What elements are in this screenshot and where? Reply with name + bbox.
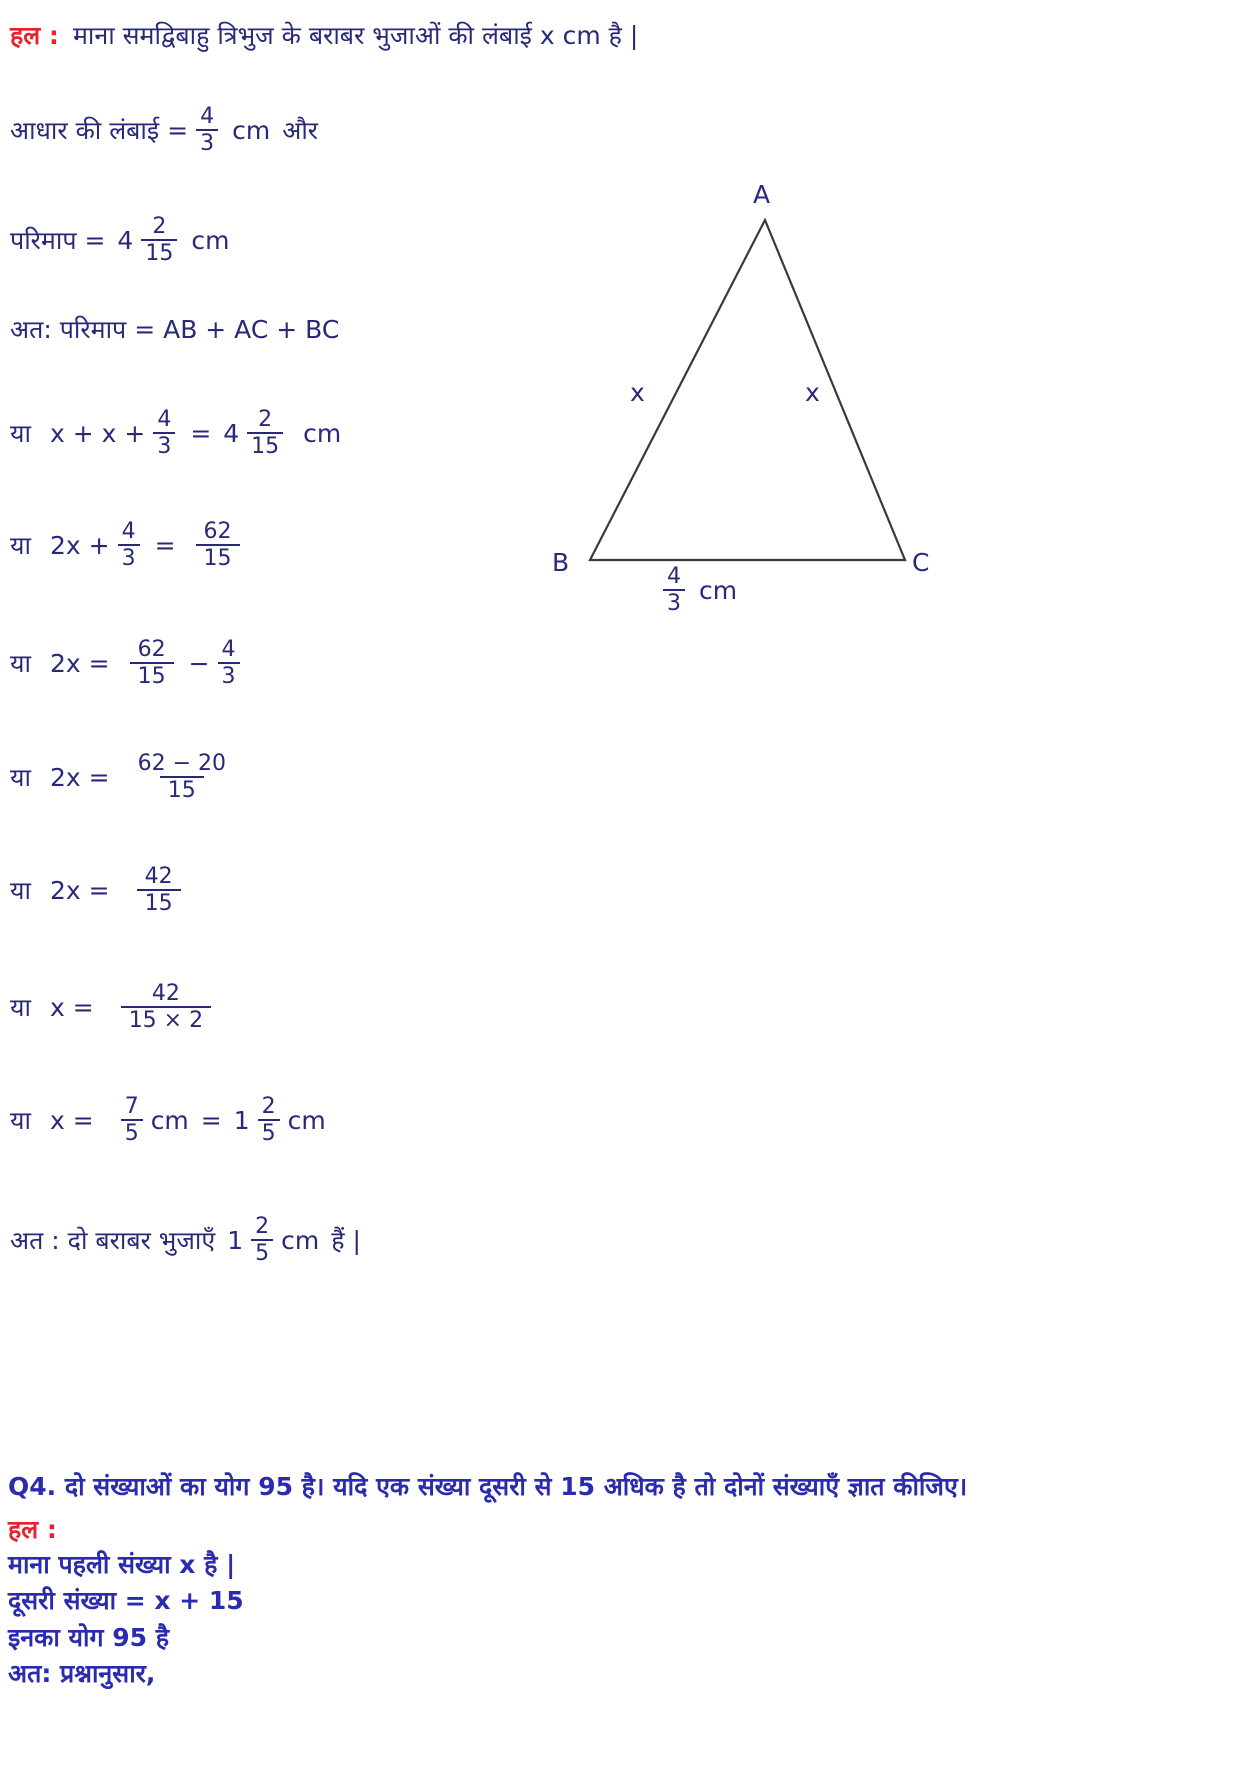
step4-or: या [10, 763, 31, 793]
step7-equals: = [200, 1105, 222, 1135]
step1-rhs-fraction [247, 408, 283, 458]
step7-rhs-denominator: 5 [258, 1119, 280, 1145]
step7-denominator: 5 [121, 1119, 143, 1145]
conclusion-fraction [251, 1215, 273, 1265]
step2-rhs-fraction [196, 520, 240, 570]
side-label-left-x: x [630, 378, 645, 407]
perimeter-whole: 4 [117, 225, 134, 255]
vertex-label-a: A [753, 180, 771, 209]
base-length-label [655, 565, 737, 615]
equation-step-3 [10, 638, 248, 688]
step3-or: या [10, 649, 31, 679]
step2-denominator: 3 [118, 544, 140, 570]
perimeter-prefix: परिमाप = [10, 226, 106, 256]
triangle-diagram [500, 180, 970, 600]
step1-unit: cm [303, 418, 342, 448]
perimeter-line [10, 215, 229, 265]
step1-denominator: 3 [153, 432, 175, 458]
conclusion-unit: cm [281, 1225, 320, 1255]
step5-denominator: 15 [137, 889, 181, 915]
perimeter-numerator: 2 [152, 214, 167, 239]
step7-numerator: 7 [124, 1094, 139, 1119]
step7-rhs-fraction [258, 1095, 280, 1145]
step2-or: या [10, 531, 31, 561]
figure-base-fraction [663, 565, 685, 615]
side-label-right-x: x [805, 378, 820, 407]
perimeter-unit: cm [191, 225, 230, 255]
step3-fraction-2 [218, 638, 240, 688]
step3-minus: − [188, 648, 210, 678]
conclusion-numerator: 2 [255, 1214, 270, 1239]
step7-lhs: x = [49, 1105, 94, 1135]
equation-step-2 [10, 520, 248, 570]
step1-rhs-denominator: 15 [247, 432, 283, 458]
conclusion-suffix: हैं | [331, 1226, 361, 1256]
step4-fraction [130, 752, 234, 802]
step5-lhs: 2x = [49, 875, 110, 905]
answer-line-2: दूसरी संख्या = x + 15 [8, 1586, 244, 1616]
step2-equals: = [154, 530, 176, 560]
conclusion-line [10, 1215, 361, 1265]
equation-step-1 [10, 408, 341, 458]
vertex-label-c: C [912, 548, 930, 577]
step4-numerator: 62 − 20 [137, 751, 227, 776]
step4-denominator: 15 [160, 776, 204, 802]
answer-line-3: इनका योग 95 है [8, 1622, 170, 1652]
perimeter-denominator: 15 [141, 239, 177, 265]
vertex-label-b: B [552, 548, 570, 577]
step6-denominator: 15 × 2 [121, 1006, 211, 1032]
equation-step-6 [10, 982, 219, 1032]
step5-fraction [137, 865, 181, 915]
solution-intro-line [10, 18, 638, 52]
step4-lhs: 2x = [49, 762, 110, 792]
perimeter-fraction [141, 215, 177, 265]
step7-fraction [121, 1095, 143, 1145]
step3-denominator-2: 3 [218, 662, 240, 688]
step2-rhs-numerator: 62 [203, 519, 232, 544]
step6-lhs: x = [49, 992, 94, 1022]
equation-step-5 [10, 865, 189, 915]
conclusion-whole: 1 [227, 1225, 244, 1255]
equation-step-4 [10, 752, 242, 802]
step1-whole: 4 [223, 418, 240, 448]
step6-numerator: 42 [151, 981, 180, 1006]
answer-line-1: माना पहली संख्या x है | [8, 1550, 236, 1579]
step1-rhs-numerator: 2 [258, 407, 273, 432]
base-length-numerator: 4 [200, 104, 215, 129]
step7-rhs-numerator: 2 [261, 1094, 276, 1119]
solution-label: हल : [10, 21, 59, 50]
step5-numerator: 42 [144, 864, 173, 889]
conclusion-prefix: अत : दो बराबर भुजाएँ [10, 1226, 216, 1256]
step2-lhs: 2x + [49, 530, 110, 560]
base-length-line [10, 105, 318, 155]
base-length-denominator: 3 [196, 129, 218, 155]
base-length-fraction [196, 105, 218, 155]
step7-or: या [10, 1106, 31, 1136]
step1-equals: = [190, 418, 212, 448]
step6-or: या [10, 993, 31, 1023]
step1-numerator: 4 [157, 407, 172, 432]
step3-fraction-1 [130, 638, 174, 688]
base-length-unit: cm [232, 115, 271, 145]
figure-base-numerator: 4 [667, 564, 681, 589]
step2-rhs-denominator: 15 [196, 544, 240, 570]
step3-numerator-1: 62 [137, 637, 166, 662]
step1-or: या [10, 419, 31, 449]
step5-or: या [10, 876, 31, 906]
question-text: Q4. दो संख्याओं का योग 95 है। यदि एक संख्या दूसरी से 15 अधिक है तो दोनों संख्याएँ ज्ञात कीजिए। [8, 1472, 968, 1501]
step7-rhs-unit: cm [287, 1105, 326, 1135]
answer-line-4: अत: प्रश्नानुसार, [8, 1658, 156, 1688]
base-length-suffix: और [282, 116, 318, 146]
step3-lhs: 2x = [49, 648, 110, 678]
step3-denominator-1: 15 [130, 662, 174, 688]
figure-base-denominator: 3 [663, 589, 685, 615]
conclusion-denominator: 5 [251, 1239, 273, 1265]
figure-base-unit: cm [699, 575, 738, 605]
solution-intro-text: माना समद्विबाहु त्रिभुज के बराबर भुजाओं की लंबाई x cm है | [72, 21, 639, 50]
step2-numerator: 4 [121, 519, 136, 544]
triangle-figure [500, 180, 970, 640]
step2-fraction [118, 520, 140, 570]
step1-fraction [153, 408, 175, 458]
therefore-perimeter-line: अत: परिमाप = AB + AC + BC [10, 315, 340, 344]
base-length-prefix: आधार की लंबाई = [10, 116, 189, 146]
question-solution-label: हल : [8, 1514, 57, 1544]
step1-lhs: x + x + [49, 418, 146, 448]
step3-numerator-2: 4 [221, 637, 236, 662]
step7-whole: 1 [233, 1105, 250, 1135]
step6-fraction [121, 982, 211, 1032]
step7-unit: cm [150, 1105, 189, 1135]
question-block [8, 1470, 1248, 1692]
equation-step-7 [10, 1095, 326, 1145]
